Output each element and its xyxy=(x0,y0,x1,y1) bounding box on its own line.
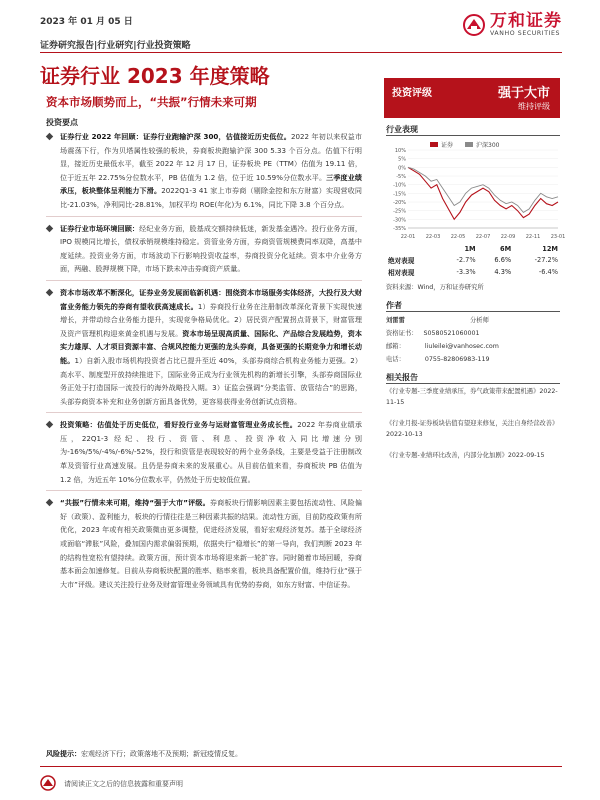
y-tick-label: -25% xyxy=(393,208,406,215)
author-heading: 作者 xyxy=(386,301,402,310)
paragraph-divider xyxy=(46,490,362,491)
key-point-lead: “共振”行情未来可期，维持“强于大市”评级。 xyxy=(60,498,210,508)
bullet-icon xyxy=(46,499,53,506)
related-heading: 相关报告 xyxy=(386,373,418,382)
table-row xyxy=(386,266,560,278)
x-tick-label: 22-05 xyxy=(450,234,466,240)
key-point-text-2: 1）自新入股市场机构投资者占比已提升至近 40%，头部券商综合机构业务能力更强。2）高水平、制度型开放持续推进下，国际业务正成为行业领先机构的新增长引擎，头部券商国际业务正处于打造国际一流投行的海外战略投入期。3）证监会强调“分类监管、放管结合”的思路，头部券商资本补充和业务创新方面具备优势，更容易获得业务创新试点资格。 xyxy=(60,355,363,406)
y-tick-label: 10% xyxy=(394,148,406,154)
key-point-review xyxy=(46,130,362,212)
table-cell: -6.4% xyxy=(538,268,558,276)
bullet-icon xyxy=(46,224,53,231)
bullet-icon xyxy=(46,289,53,296)
key-point-text: 2022 年券商业绩承压，22Q1-3 经纪、投行、资管、利息、投资净收入同比增速分别为-16%/5%/-4%/-6%/-52%，投行和资管是表现较好的两个业务条线，主要是受益于注册制改革及资管行业高速发展。且仍是券商未来的发展重心。从目前估值来看，券商板块 PB 估值为 1.2 倍，为近五年 10%分位数水平，仍然处于历史较低位置。 xyxy=(60,420,363,484)
cert-label: 资格证书： xyxy=(386,330,418,337)
paragraph-divider xyxy=(46,412,362,413)
x-tick-label: 23-01 xyxy=(550,234,566,240)
performance-heading: 行业表现 xyxy=(386,125,418,134)
table-cell: 4.3% xyxy=(494,268,512,276)
table-cell: -2.7% xyxy=(456,256,476,264)
performance-table xyxy=(386,244,560,278)
table-row xyxy=(386,254,560,266)
table-header-cell: 12M xyxy=(542,245,558,253)
x-tick-label: 22-09 xyxy=(500,234,516,240)
y-tick-label: 0% xyxy=(398,165,406,172)
email-label: 邮箱： xyxy=(386,343,405,350)
rating-box xyxy=(384,78,560,118)
performance-chart xyxy=(386,146,566,240)
rating-value: 强于大市 xyxy=(497,86,550,101)
y-tick-label: -5% xyxy=(396,174,406,180)
risk-text: 宏观经济下行；政策落地不及预期；新冠疫情反复。 xyxy=(81,750,242,758)
key-point-text: 2022 年初以来权益市场震荡下行，作为贝塔属性较强的板块，券商板块跑输沪深 300 5.33 个百分点。估值下行明显，接近历史最低水平，截至 2022 年 12 月 17 日，证券板块 PE（TTM）估值为 19.11 倍，位于近五年 22.75%分位数水平，PB 估值为 1.2 倍，位于近 10.59%分位数水平。 xyxy=(60,132,362,182)
key-point-lead: 证券行业市场环境回顾： xyxy=(60,223,140,233)
table-cell: -27.2% xyxy=(534,256,558,264)
footer-logo-icon xyxy=(40,775,56,791)
key-point-lead: 资本市场改革不断深化，证券业务发展面临新机遇：围绕资本市场服务实体经济，大投行及大财富业务能力领先的券商有望收获高速成长。 xyxy=(60,287,362,311)
phone-label: 电话： xyxy=(386,356,405,363)
author-rule xyxy=(386,311,560,312)
performance-rule xyxy=(386,135,560,136)
rating-sub: 维持评级 xyxy=(518,102,550,111)
author-cert xyxy=(386,328,480,337)
related-rule xyxy=(386,383,560,384)
row-label: 绝对表现 xyxy=(388,257,415,265)
logo-text-en: VANHO SECURITIES xyxy=(490,30,561,37)
rating-label: 投资评级 xyxy=(392,88,432,99)
table-header-cell xyxy=(386,244,438,254)
header-divider xyxy=(40,52,562,53)
key-points-body xyxy=(46,130,362,591)
key-point-lead-2: 三季度业绩承压，板块整体呈利能力下滑。 xyxy=(60,172,363,196)
key-point-reform xyxy=(46,286,362,408)
risk-warning xyxy=(46,749,242,759)
legend-label: 证券 xyxy=(441,142,454,149)
y-tick-label: -10% xyxy=(393,182,406,189)
author-title: 分析师 xyxy=(470,317,489,324)
logo-text-cn: 万和证券 xyxy=(490,11,562,31)
report-date: 2023 年 01 月 05 日 xyxy=(40,17,133,27)
key-point-outlook xyxy=(46,496,362,591)
related-report[interactable]: 《行业专题-三季度业绩承压，券气政策带来配置机遇》2022-11-15 xyxy=(386,388,558,406)
table-header-cell: 6M xyxy=(500,245,512,253)
x-tick-label: 22-07 xyxy=(475,234,491,240)
key-point-strategy xyxy=(46,418,362,486)
company-logo xyxy=(463,12,562,37)
key-point-text: 1）券商投行业务在注册制改革深化背景下实现快速增长，并带动综合业务能力提升，实现竞争格局优化。2）居民资产配置拐点背景下，财富管理及资产管理机构迎来黄金机遇与发展。 xyxy=(60,301,362,338)
bullet-icon xyxy=(46,133,53,140)
report-subtitle: 资本市场顺势而上，“共振”行情未来可期 xyxy=(46,95,257,109)
key-point-lead: 投资策略：估值处于历史低位，看好投行业务与运财富管理业务成长性。 xyxy=(60,420,298,430)
x-tick-label: 22-11 xyxy=(525,234,541,240)
y-tick-label: -35% xyxy=(393,226,406,232)
report-title: 证券行业 2023 年度策略 xyxy=(40,64,270,88)
legend-label: 沪深300 xyxy=(476,142,500,149)
author-phone xyxy=(386,354,490,363)
x-tick-label: 22-01 xyxy=(400,234,416,240)
cert-value: S0580521060001 xyxy=(423,330,480,337)
key-point-lead: 证券行业 2022 年回顾：证券行业跑输沪深 300，估值接近历史低位。 xyxy=(60,132,291,141)
y-tick-label: -30% xyxy=(393,217,406,224)
key-point-market xyxy=(46,222,362,276)
key-point-text: 经纪业务方面，股基成交额持续低迷，新发基金遇冷。投行业务方面，IPO 规模同比增长，债权承销规模维持稳定。资管业务方面，券商资管规模费同率双降，高基中度延续。投资业务方面，市场波动下行影响投资收益率，券商投资分化延续。资本中介业务方面，两融、股押规模下降，市场下跌未冲击券商资产质量。 xyxy=(60,223,363,274)
table-cell: 6.6% xyxy=(494,256,512,264)
logo-mark-icon xyxy=(463,14,485,36)
key-point-lead-2: 资本市场呈现高质量、国际化、产品综合发展趋势，资本实力雄厚、人才项目资源丰富、合规风控能力更强的龙头券商，具备更强的长期竞争力和增长动能。 xyxy=(60,328,363,365)
key-point-text: 券商板块行情影响因素主要包括流动性、风险偏好（政策）、盈利能力，板块的行情往往是三种因素共振的结果。流动性方面，目前防疫政策有所优化，2023 年或有相关政策微由更多调整，促进经济发展，看好宏观经济复苏。基于全球经济或面临“滞胀”风险，叠加国内需求偏弱预期，依据央行“稳增长”的第一导向，我们判断 2023 年的结构性宽松有望持续。政策方面，预计资本市场将迎来新一轮扩容。同时随着市场回暖，券商基本面会加速修复。目前从券商板块配置的胜率、赔率来看，板块具备配置价值，维持行业“强于大市”评级。建议关注投行业务及财富管理业务领域具有优势的券商，如东方财富、中信证券。 xyxy=(60,498,362,589)
row-label: 相对表现 xyxy=(388,269,415,277)
y-tick-label: 5% xyxy=(398,156,406,163)
footer-divider xyxy=(40,766,562,767)
bullet-icon xyxy=(46,421,53,428)
table-cell: -3.3% xyxy=(456,268,476,276)
risk-label: 风险提示： xyxy=(46,750,81,758)
table-header-row xyxy=(386,244,560,254)
paragraph-divider xyxy=(46,280,362,281)
y-tick-label: -20% xyxy=(393,200,406,206)
x-tick-label: 22-03 xyxy=(425,234,441,240)
phone-value: 0755-82806983-119 xyxy=(424,356,490,363)
report-categories: 证券研究报告|行业研究|行业投资策略 xyxy=(40,41,191,51)
performance-source: 资料来源：Wind，万和证券研究所 xyxy=(386,284,484,291)
email-value[interactable]: liuleilei@vanhosec.com xyxy=(424,343,499,350)
author-name: 刘雷雷 xyxy=(386,317,405,324)
footer-disclaimer: 请阅读正文之后的信息披露和重要声明 xyxy=(64,780,183,788)
table-header-cell: 1M xyxy=(464,245,476,253)
related-report[interactable]: 《行业专题-业绩环比改善，内部分化加剧》2022-09-15 xyxy=(386,452,545,459)
author-email xyxy=(386,341,499,350)
related-report[interactable]: 《行业月报-证券板块估值有望迎来修复，关注自身经营改善》2022-10-13 xyxy=(386,420,559,438)
y-tick-label: -15% xyxy=(393,191,406,198)
key-points-label: 投资要点 xyxy=(46,118,78,127)
paragraph-divider xyxy=(46,216,362,217)
key-point-text-2: 2022Q1-3 41 家上市券商（剔除金控和东方财富）实现营收同比-21.03%，净利同比-28.81%，加权平均 ROE(年化)为 6.1%，同比下降 3.8 个百分点。 xyxy=(60,186,363,209)
